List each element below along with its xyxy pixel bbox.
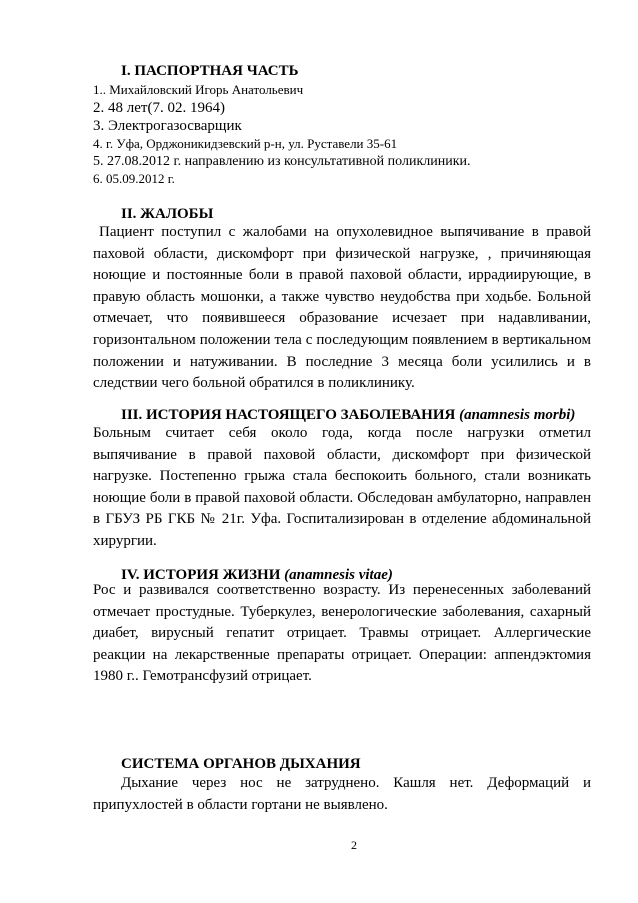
passport-address: 4. г. Уфа, Орджоникидзевский р-н, ул. Руставели 35-61: [93, 136, 398, 151]
anamnesis-vitae-latin: (anamnesis vitae): [284, 567, 393, 583]
passport-name: 1.. Михайловский Игорь Анатольевич: [93, 82, 304, 97]
passport-admission-date: 5. 27.08.2012 г. направлению из консультативной поликлиники.: [93, 154, 471, 169]
anamnesis-vitae-text: Рос и развивался соответственно возрасту. Из перенесенных заболеваний отмечает простудные. Туберкулез, венерологические заболевания, сахарный диабет, вирусный гепатит отрицает. Травмы отрицает. Аллергические реакции на лекарственные препараты отрицает. Операции: аппендэктомия 1980 г.. Гемотрансфузий отрицает.: [93, 582, 591, 685]
anamnesis-vitae-title: IV. ИСТОРИЯ ЖИЗНИ: [121, 567, 281, 583]
anamnesis-morbi-text: Больным считает себя около года, когда после нагрузки отметил выпячивание в правой паховой области, дискомфорт при физической нагрузке. Постепенно грыжа стала беспокоить больного, стали возникать ноющие боли в правой паховой области. Обследован амбулаторно, направлен в ГБУЗ РБ ГКБ № 21г. Уфа. Госпитализирован в отделение абдоминальной хирургии.: [93, 425, 591, 549]
respiratory-text: Дыхание через нос не затруднено. Кашля нет. Деформаций и припухлостей в области гортани не выявлено.: [93, 775, 591, 813]
anamnesis-morbi-title: III. ИСТОРИЯ НАСТОЯЩЕГО ЗАБОЛЕВАНИЯ: [121, 407, 456, 423]
anamnesis-morbi-latin: (anamnesis morbi): [459, 407, 576, 423]
respiratory-heading: СИСТЕМА ОРГАНОВ ДЫХАНИЯ: [121, 756, 361, 772]
passport-date: 6. 05.09.2012 г.: [93, 171, 175, 186]
passport-age: 2. 48 лет(7. 02. 1964): [93, 100, 225, 116]
passport-heading: I. ПАСПОРТНАЯ ЧАСТЬ: [121, 63, 299, 79]
passport-occupation: 3. Электрогазосварщик: [93, 118, 242, 134]
page-number: 2: [351, 838, 357, 852]
anamnesis-morbi-heading: [121, 406, 575, 424]
complaints-text: Пациент поступил с жалобами на опухолевидное выпячивание в правой паховой области, дискомфорт при физической нагрузке, , причиняющая ноющие и постоянные боли в правой паховой области, иррадиирующие, в правую область мошонки, а также чувство неудобства при ходьбе. Больной отмечает, что появившееся образование исчезает при надавливании, горизонтальном положении тела с последующим появлением в вертикальном положении и натуживании. В последние 3 месяца боли усилились и в следствии чего больной обратился в поликлинику.: [93, 224, 591, 392]
complaints-heading: II. ЖАЛОБЫ: [121, 206, 214, 222]
